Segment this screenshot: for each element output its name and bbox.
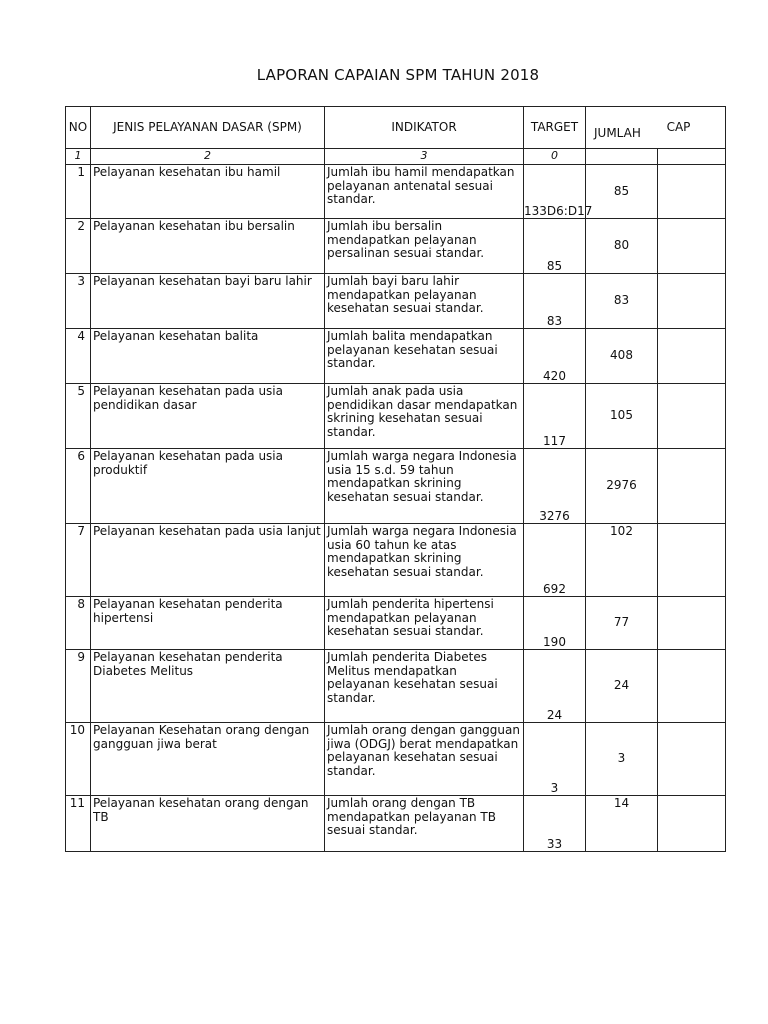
- target-cell: 3: [524, 723, 586, 796]
- jumlah-cell: 2976: [586, 449, 658, 524]
- jenis-pelayanan-cell: Pelayanan Kesehatan orang dengan gangguan jiwa berat: [91, 723, 325, 796]
- header-jenis-pelayanan: JENIS PELAYANAN DASAR (SPM): [91, 107, 325, 149]
- target-cell: 3276: [524, 449, 586, 524]
- jumlah-cell: 408: [586, 329, 658, 384]
- empty-cell: [658, 650, 726, 723]
- table-row: [66, 723, 726, 796]
- table-row: [66, 329, 726, 384]
- jumlah-cell: 102: [586, 524, 658, 597]
- header-capaian: [586, 107, 726, 149]
- empty-cell: [658, 219, 726, 274]
- target-cell: 692: [524, 524, 586, 597]
- target-cell: 190: [524, 597, 586, 650]
- table-row: [66, 165, 726, 219]
- jenis-pelayanan-cell: Pelayanan kesehatan penderita hipertensi: [91, 597, 325, 650]
- target-cell: 24: [524, 650, 586, 723]
- table-row: [66, 597, 726, 650]
- header-capaian-label: CAP: [666, 119, 691, 134]
- table-row: [66, 449, 726, 524]
- row-number: 6: [66, 449, 91, 524]
- empty-cell: [658, 274, 726, 329]
- indikator-cell: Jumlah orang dengan TB mendapatkan pelayanan TB sesuai standar.: [325, 796, 524, 852]
- jenis-pelayanan-cell: Pelayanan kesehatan pada usia lanjut: [91, 524, 325, 597]
- jenis-pelayanan-cell: Pelayanan kesehatan pada usia pendidikan dasar: [91, 384, 325, 449]
- header-indikator: INDIKATOR: [325, 107, 524, 149]
- empty-cell: [658, 165, 726, 219]
- jumlah-cell: 77: [586, 597, 658, 650]
- indikator-cell: Jumlah penderita hipertensi mendapatkan pelayanan kesehatan sesuai standar.: [325, 597, 524, 650]
- index-cell-empty: [586, 149, 658, 165]
- empty-cell: [658, 449, 726, 524]
- row-number: 5: [66, 384, 91, 449]
- row-number: 11: [66, 796, 91, 852]
- header-row: [66, 107, 726, 149]
- row-number: 7: [66, 524, 91, 597]
- jumlah-cell: 80: [586, 219, 658, 274]
- empty-cell: [658, 723, 726, 796]
- table-row: [66, 219, 726, 274]
- jumlah-cell: 3: [586, 723, 658, 796]
- header-no: NO: [66, 107, 91, 149]
- jenis-pelayanan-cell: Pelayanan kesehatan balita: [91, 329, 325, 384]
- row-number: 8: [66, 597, 91, 650]
- row-number: 10: [66, 723, 91, 796]
- indikator-cell: Jumlah ibu bersalin mendapatkan pelayanan persalinan sesuai standar.: [325, 219, 524, 274]
- row-number: 9: [66, 650, 91, 723]
- target-cell: 33: [524, 796, 586, 852]
- index-cell: 2: [91, 149, 325, 165]
- spm-report-table: [65, 106, 726, 852]
- indikator-cell: Jumlah bayi baru lahir mendapatkan pelayanan kesehatan sesuai standar.: [325, 274, 524, 329]
- jumlah-cell: 105: [586, 384, 658, 449]
- target-cell: 83: [524, 274, 586, 329]
- target-cell: 133D6:D17: [524, 165, 586, 219]
- table-row: [66, 650, 726, 723]
- jenis-pelayanan-cell: Pelayanan kesehatan ibu hamil: [91, 165, 325, 219]
- empty-cell: [658, 329, 726, 384]
- table-row: [66, 274, 726, 329]
- header-target: TARGET: [524, 107, 586, 149]
- empty-cell: [658, 524, 726, 597]
- target-cell: 85: [524, 219, 586, 274]
- index-cell-empty: [658, 149, 726, 165]
- table-row: [66, 384, 726, 449]
- jenis-pelayanan-cell: Pelayanan kesehatan orang dengan TB: [91, 796, 325, 852]
- jumlah-cell: 83: [586, 274, 658, 329]
- report-title: LAPORAN CAPAIAN SPM TAHUN 2018: [256, 66, 540, 84]
- target-cell: 420: [524, 329, 586, 384]
- indikator-cell: Jumlah orang dengan gangguan jiwa (ODGJ) berat mendapatkan pelayanan kesehatan sesuai standar.: [325, 723, 524, 796]
- header-jumlah: JUMLAH: [594, 126, 641, 140]
- row-number: 2: [66, 219, 91, 274]
- row-number: 1: [66, 165, 91, 219]
- row-number: 4: [66, 329, 91, 384]
- empty-cell: [658, 796, 726, 852]
- jenis-pelayanan-cell: Pelayanan kesehatan penderita Diabetes Melitus: [91, 650, 325, 723]
- report-table-viewport: [65, 106, 691, 856]
- indikator-cell: Jumlah warga negara Indonesia usia 60 tahun ke atas mendapatkan skrining kesehatan sesuai standar.: [325, 524, 524, 597]
- jumlah-cell: 14: [586, 796, 658, 852]
- column-index-row: [66, 149, 726, 165]
- row-number: 3: [66, 274, 91, 329]
- table-row: [66, 524, 726, 597]
- empty-cell: [658, 597, 726, 650]
- jenis-pelayanan-cell: Pelayanan kesehatan bayi baru lahir: [91, 274, 325, 329]
- jumlah-cell: 24: [586, 650, 658, 723]
- empty-cell: [658, 384, 726, 449]
- index-cell: 3: [325, 149, 524, 165]
- table-row: [66, 796, 726, 852]
- indikator-cell: Jumlah penderita Diabetes Melitus mendapatkan pelayanan kesehatan sesuai standar.: [325, 650, 524, 723]
- indikator-cell: Jumlah ibu hamil mendapatkan pelayanan antenatal sesuai standar.: [325, 165, 524, 219]
- index-cell: 1: [66, 149, 91, 165]
- indikator-cell: Jumlah balita mendapatkan pelayanan kesehatan sesuai standar.: [325, 329, 524, 384]
- jenis-pelayanan-cell: Pelayanan kesehatan ibu bersalin: [91, 219, 325, 274]
- index-cell: 0: [524, 149, 586, 165]
- jumlah-cell: 85: [586, 165, 658, 219]
- indikator-cell: Jumlah anak pada usia pendidikan dasar mendapatkan skrining kesehatan sesuai standar.: [325, 384, 524, 449]
- indikator-cell: Jumlah warga negara Indonesia usia 15 s.d. 59 tahun mendapatkan skrining kesehatan sesuai standar.: [325, 449, 524, 524]
- target-cell: 117: [524, 384, 586, 449]
- jenis-pelayanan-cell: Pelayanan kesehatan pada usia produktif: [91, 449, 325, 524]
